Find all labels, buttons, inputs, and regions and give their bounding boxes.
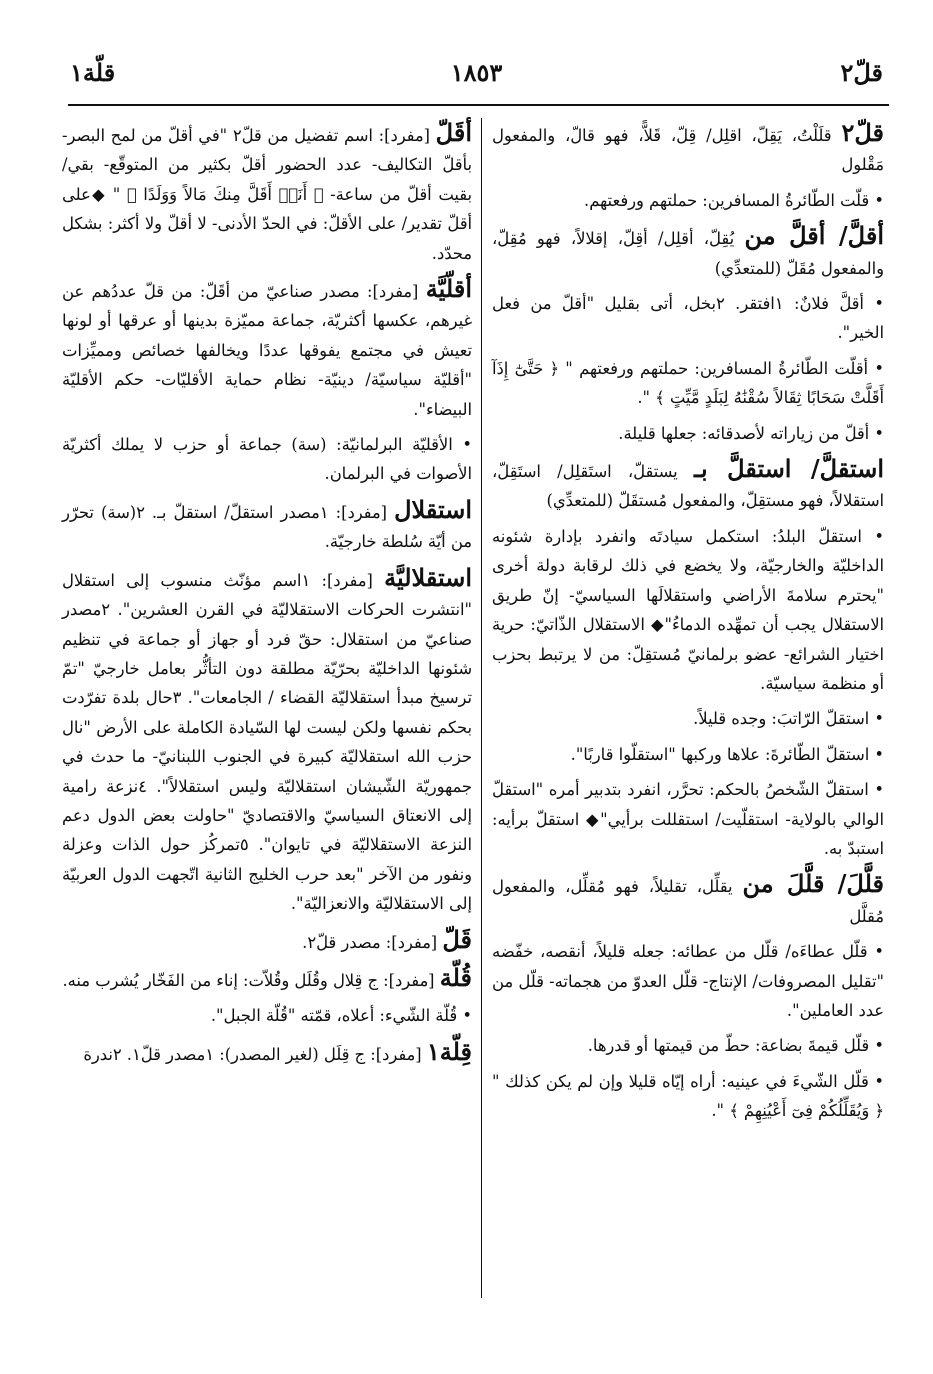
entry-text: • استقلّ البلدُ: استكمل سيادتَه وانفرد بإدارة شئونه الداخليّة والخارجيّة، ولا يخضع في ذلك لرقابة دولة أخرى "يحترم سلامةَ الأراضي واستقلالَها السياسيّ- إنّ طريق الاستقلال يجب أن تمهِّده الدماءُ"◆ الاستقلال الذّاتيّ: حرية اختيار الشرائع- عضو برلمانيّ مُستقِلّ: من لا يرتبط بحزب أو منظمة سياسيّة. (492, 526, 884, 693)
dictionary-entry (62, 118, 472, 268)
entry-text: قلَلْتُ، يَقِلّ، اقلِل/ قِلّ، قَلاًّ، فهو قالّ، والمفعول مَقْلول (492, 126, 884, 175)
sense-line (492, 289, 884, 348)
headword: استقلال (394, 494, 473, 524)
sense-line (492, 775, 884, 863)
entry-text: [مفرد]: مصدر صناعيّ من أقَلّ: من قلّ عددُهم عن غيرهم، عكسها أكثريّة، جماعة مميّزة بدينها أو عرقها أو لونها تعيش في مجتمع يفوقها عددًا ويخالفها خصائص ومميِّزات "أقليّة سياسيّة/ دينيّة- نظام حماية الأقليّات- حكم الأقليّة البيضاء". (62, 282, 472, 419)
headword: أقلَّ/ أقلَّ من (744, 221, 884, 251)
sense-line (492, 186, 884, 215)
entry-text: يقلِّل، تقليلاً، فهو مُقلِّل، والمفعول مُقلَّل (492, 877, 884, 926)
sense-line (492, 937, 884, 1025)
entry-text: • أقلّت الطّائرةُ المسافرين: حملتهم ورفعتهم " ﴿ حَتَّىٰٓ إِذَآ أَقَلَّتْ سَحَابًا ثِقَالاً سُقْنَٰهُ لِبَلَدٍ مَّيِّتٍ ﴾ ". (492, 358, 884, 408)
entry-text: [مفرد]: ج قِلال وقُلَل وقُلاّت: إناء من الفَخّار يُشرب منه. (62, 970, 440, 990)
headword: أقلّيَّة (425, 274, 472, 304)
left-column (62, 118, 472, 1075)
entry-text: [مفرد]: ١مصدر استقلّ/ استقلّ بـ. ٢(سة) تحرّر من أيّة سُلطة خارجيّة. (62, 502, 472, 552)
header-rule (68, 104, 889, 106)
entry-text: [مفرد]: ١اسم مؤنّث منسوب إلى استقلال "انتشرت الحركات الاستقلاليّة في القرن العشرين". ٢مصدر صناعيّ من استقلال: حقّ فرد أو جهاز أو جماعة في تنظيم شئونها الداخليّة بحرّيّة مطلقة دون التأثُّر بعامل خارجيّ "تمّ ترسيخ مبدأ استقلاليّة القضاء / الجامعات". ٣حال بلدة تفرّدت بحكم نفسها ولكن ليست لها السّيادة الكاملة على الأرض "نال حزب الله استقلاليّة كبيرة في الجنوب اللبنانيّ- ما حدث في جمهوريّة الشّيشان استقلاليّة وليس استقلالاً". ٤نزعة رامية إلى الانعتاق السياسيّ والاقتصاديّ "حاولت بعض الدول دعم النزعة الاستقلاليّة في تايوان". ٥تمركُز حول الذات وعزلة ونفور من الآخر "بعد حرب الخليج الثانية اتّجهت الدول العربيّة إلى الاستقلاليّة والانعزاليّة". (62, 570, 473, 914)
sense-line (492, 1067, 884, 1126)
dictionary-entry (492, 221, 884, 283)
sense-line (62, 1001, 472, 1030)
sense-line (62, 430, 472, 489)
header-guide-word-left: قلّة١ (70, 58, 116, 87)
entry-text: • قلّل قيمةَ بضاعة: حطّ من قيمتها أو قدرها. (587, 1036, 884, 1056)
entry-text: • أقلَّ فلانٌ: ١افتقر. ٢بخل، أتى بقليل "أقلّ من فعل الخير". (492, 294, 884, 343)
dictionary-entry (62, 274, 472, 424)
right-column (492, 118, 884, 1132)
entry-text: • قلّل عطاءَه/ قلّل من عطائه: جعله قليلاً، أنقصه، خفّضه "تقليل المصروفات/ الإنتاج- قلّل العدوّ من هجماته- قلّل من عدد العاملين". (492, 942, 884, 1020)
headword: قُلّة (439, 962, 472, 992)
headword: أقَلّ (435, 118, 472, 147)
entry-text: • استقلّ الرّاتبَ: وجده قليلاً. (693, 709, 884, 729)
entry-text: • استقلّ الطّائرةَ: علاها وركبها "استقلّوا قاربًا". (570, 744, 884, 764)
headword: قِلّة١ (426, 1036, 472, 1066)
entry-text: • قلّل الشّيءَ في عينيه: أراه إيّاه قليلا وإن لم يكن كذلك " ﴿ وَيُقَلِّلُكُمْ فِىٓ أَعْيُنِهِمْ ﴾ ". (492, 1071, 884, 1121)
sense-line (492, 704, 884, 733)
entry-text: • استقلّ الشّخصُ بالحكم: تحرَّر، انفرد بتدبير أمره "استقلّ الوالي بالولاية- استقلّيت/ استقللت برأيي"◆ استقلّ برأيه: استبدّ به. (492, 780, 884, 858)
header-guide-word-right: قلّ٢ (840, 58, 883, 87)
page-number: ١٨٥٣ (450, 58, 503, 87)
dictionary-entry (62, 925, 472, 957)
entry-text: • قلّت الطّائرةُ المسافرين: حملتهم ورفعتهم. (584, 190, 884, 210)
dictionary-entry (62, 963, 472, 995)
headword: قَلّ (442, 924, 472, 954)
headword: استقلاليَّة (384, 562, 473, 592)
sense-line (492, 522, 884, 698)
sense-line (492, 1031, 884, 1060)
sense-line (492, 419, 884, 448)
entry-text: [مفرد]: اسم تفضيل من قلّ٢ "في أقلّ من لمح البصر- بأقلّ التكاليف- عدد الحضور أقلّ بكثير من المتوقّع- بقي/ بقيت أقلّ من ساعة- ﴿ أَنَا۠ أَقَلَّ مِنكَ مَالاً وَوَلَدًا ﴾ " ◆على أقلّ تقدير/ على الأقلّ: في الحدّ الأدنى- لا أقلّ ولا أكثر: بشكل محدّد. (62, 126, 472, 263)
dictionary-entry (62, 1037, 472, 1069)
dictionary-entry (62, 495, 472, 557)
dictionary-entry (492, 454, 884, 516)
entry-text: • أقلّ من زياراته لأصدقائه: جعلها قليلة. (618, 423, 884, 443)
dictionary-entry (62, 563, 472, 919)
page-header (70, 58, 883, 98)
headword: استقلَّ/ استقلَّ بـ (693, 454, 884, 484)
column-divider (481, 118, 482, 1298)
headword: قلّ٢ (841, 118, 884, 147)
dictionary-entry (492, 869, 884, 931)
entry-text: يستقلّ، استَقلِل/ استَقِلّ، استقلالاً، فهو مستقِلّ، والمفعول مُستقَلّ (للمتعدِّي) (492, 462, 884, 511)
entry-text: • قُلّة الشّيء: أعلاه، قمّته "قُلّة الجبل". (210, 1006, 472, 1026)
headword: قلَّلَ/ قلَّلَ من (742, 869, 884, 899)
dictionary-entry (492, 118, 884, 180)
sense-line (492, 740, 884, 769)
entry-text: يُقِلّ، أقلِل/ أقِلّ، إقلالاً، فهو مُقِلّ، والمفعول مُقَلّ (للمتعدِّي) (492, 229, 884, 278)
entry-text: • الأقليّة البرلمانيّة: (سة) جماعة أو حزب لا يملك أكثريّة الأصوات في البرلمان. (62, 435, 472, 484)
sense-line (492, 354, 884, 413)
entry-text: [مفرد]: مصدر قلّ٢. (302, 932, 443, 952)
entry-text: [مفرد]: ج قِلَل (لغير المصدر): ١مصدر قلّ١. ٢ندرة (83, 1044, 427, 1064)
